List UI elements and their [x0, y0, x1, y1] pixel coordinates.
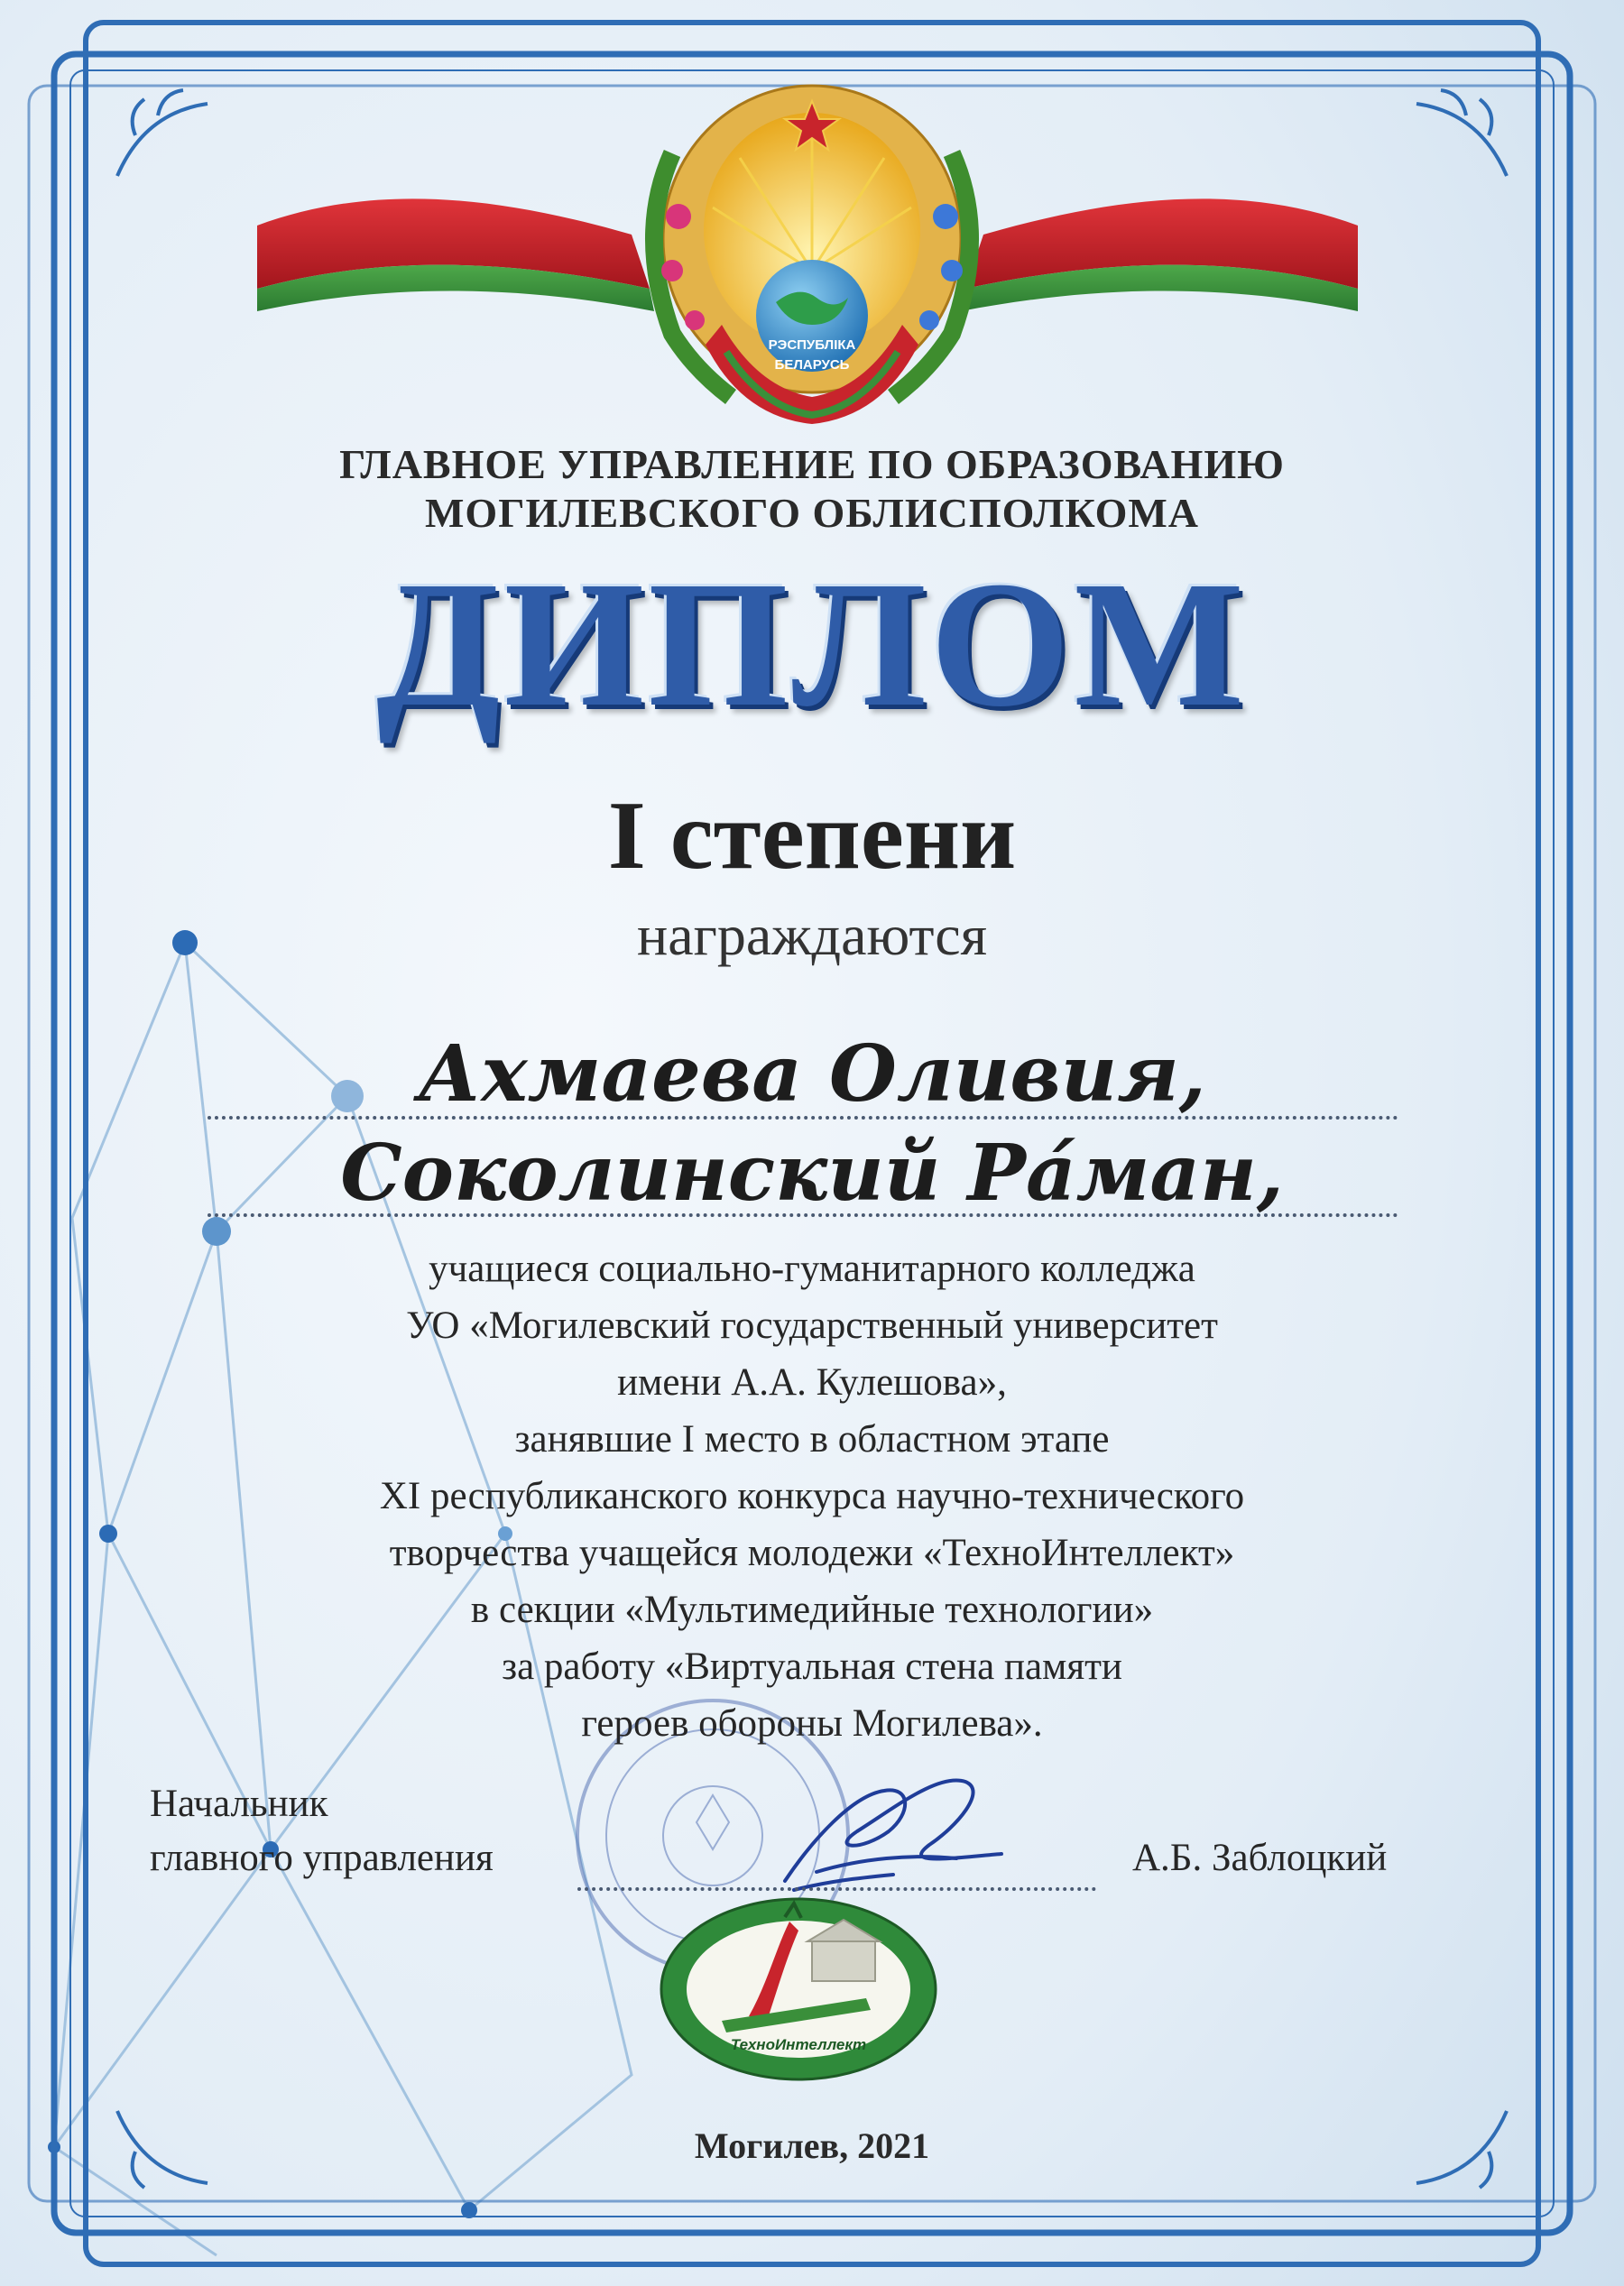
recipient-name-2: Соколинский Ра́ман, [340, 1128, 1284, 1219]
body-line: УО «Могилевский государственный университет [406, 1304, 1218, 1347]
signer-name: А.Б. Заблоцкий [1132, 1837, 1388, 1879]
emblem-inscription [740, 320, 884, 392]
body-line: героев обороны Могилева». [581, 1702, 1043, 1745]
recipient-name-1: Ахмаева Оливия, [418, 1028, 1206, 1120]
diploma-title: ДИПЛОМ [375, 545, 1249, 744]
body-line: за работу «Виртуальная стена памяти [502, 1645, 1122, 1688]
awarded-label: награждаются [636, 903, 988, 967]
recipient-underline-1 [208, 1116, 1398, 1120]
emblem-text-line1: РЭСПУБЛІКА [768, 337, 856, 353]
body-line: занявшие I место в областном этапе [514, 1418, 1110, 1461]
body-line: учащиеся социально-гуманитарного колледжа [429, 1248, 1195, 1290]
body-line: в секции «Мультимедийные технологии» [470, 1589, 1154, 1631]
degree-label: I степени [607, 782, 1017, 890]
emblem-text-line2: БЕЛАРУСЬ [774, 357, 850, 373]
recipient-underline-2 [208, 1213, 1398, 1217]
body-line: творчества учащейся молодежи «ТехноИнтеллект» [389, 1532, 1235, 1574]
event-logo-text: ТехноИнтеллект [730, 2036, 867, 2053]
body-line: XI республиканского конкурса научно-технического [379, 1475, 1245, 1517]
body-line: имени А.А. Кулешова», [617, 1361, 1007, 1404]
issuer-line-2: МОГИЛЕВСКОГО ОБЛИСПОЛКОМА [425, 490, 1199, 536]
event-logo-label [713, 2028, 884, 2060]
issuer-line-1: ГЛАВНОЕ УПРАВЛЕНИЕ ПО ОБРАЗОВАНИЮ [339, 441, 1285, 487]
city-year: Могилев, 2021 [694, 2125, 930, 2166]
signer-title-line-2: главного управления [150, 1837, 494, 1879]
signature-line [577, 1887, 1096, 1891]
signer-title-line-1: Начальник [150, 1783, 328, 1825]
